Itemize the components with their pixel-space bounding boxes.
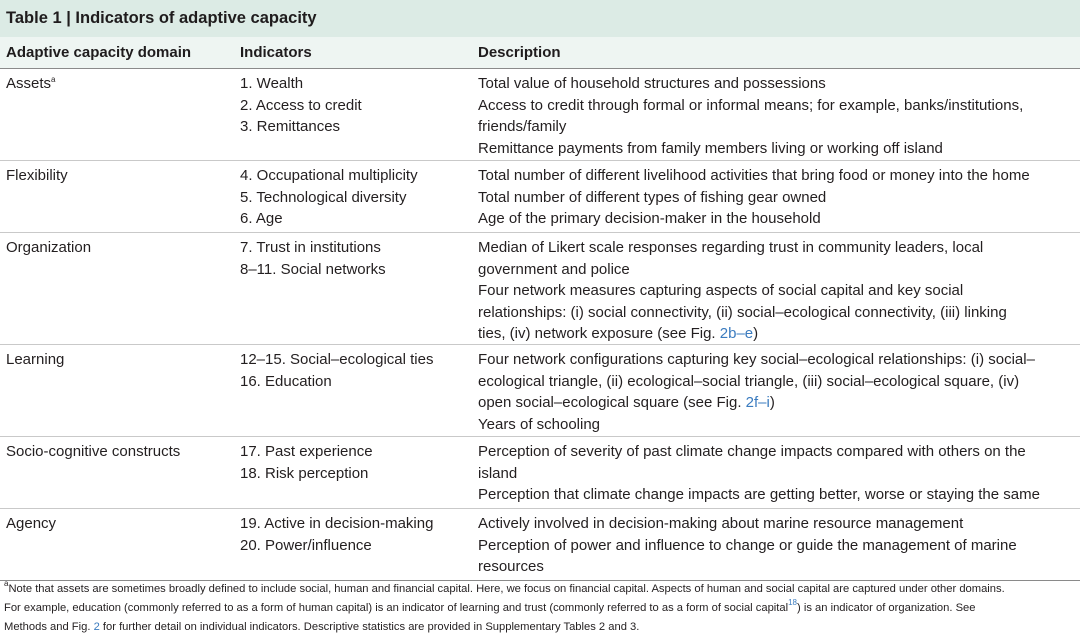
- table-row-organization: [0, 233, 1080, 345]
- description-line: Actively involved in decision-making about marine resource management: [478, 515, 964, 532]
- footnote-marker: a: [51, 75, 56, 84]
- domain-label: Socio-cognitive constructs: [6, 443, 181, 460]
- description-line: Perception of power and influence to change or guide the management of marine: [478, 536, 1017, 554]
- indicator-item: 20. Power/influence: [240, 536, 372, 554]
- column-header-row: [0, 37, 1080, 69]
- domain-cell: [6, 165, 68, 187]
- description-line: [478, 392, 1035, 414]
- domain-label: Flexibility: [6, 167, 68, 184]
- indicator-item: 3. Remittances: [240, 118, 341, 135]
- footnote-line: [4, 618, 1076, 637]
- description-line: ecological triangle, (ii) ecological–social triangle, (iii) social–ecological square, (iv): [478, 372, 1020, 390]
- description-line: Years of schooling: [478, 415, 601, 433]
- description-cell: [478, 349, 1035, 435]
- column-header-domain: Adaptive capacity domain: [6, 44, 192, 61]
- description-line: friends/family: [478, 118, 567, 135]
- description-text: ): [753, 325, 759, 342]
- footnote-text: for further detail on individual indicators. Descriptive statistics are provided in Supplementary Tables 2 and 3.: [99, 621, 640, 633]
- indicators-cell: [240, 73, 362, 138]
- table-row-agency: [0, 509, 1080, 581]
- footnote-line: [4, 599, 1076, 618]
- domain-label: Learning: [6, 351, 65, 368]
- indicator-item: 8–11. Social networks: [240, 260, 386, 278]
- domain-label: Assets: [6, 75, 52, 92]
- footnote-marker: a: [4, 579, 9, 588]
- indicators-cell: [240, 237, 386, 280]
- indicator-item: 1. Wealth: [240, 75, 304, 92]
- domain-label: Agency: [6, 515, 57, 532]
- domain-cell: [6, 349, 64, 371]
- description-cell: [478, 237, 1007, 345]
- domain-label: Organization: [6, 239, 92, 256]
- description-line: government and police: [478, 260, 630, 278]
- column-header-indicators: Indicators: [240, 44, 312, 61]
- indicator-item: 7. Trust in institutions: [240, 239, 381, 256]
- description-cell: [478, 165, 1030, 230]
- description-line: Total value of household structures and possessions: [478, 75, 826, 92]
- indicator-item: 6. Age: [240, 210, 283, 227]
- indicator-item: 19. Active in decision-making: [240, 515, 434, 532]
- table-row-assets: [0, 69, 1080, 161]
- table-row-socio-cognitive: [0, 437, 1080, 509]
- table-footnote: [4, 580, 1076, 637]
- figure-reference-link[interactable]: 2: [93, 621, 100, 633]
- description-cell: [478, 441, 1040, 506]
- indicators-cell: [240, 441, 373, 484]
- citation-reference-link[interactable]: 18: [788, 598, 798, 607]
- description-line: island: [478, 464, 518, 482]
- domain-cell: [6, 441, 180, 463]
- description-text: open social–ecological square (see Fig.: [478, 394, 746, 411]
- footnote-line: [4, 580, 1076, 599]
- description-line: Perception of severity of past climate change impacts compared with others on the: [478, 443, 1026, 460]
- description-line: Age of the primary decision-maker in the household: [478, 210, 821, 227]
- indicator-item: 17. Past experience: [240, 443, 373, 460]
- description-line: Total number of different types of fishing gear owned: [478, 188, 827, 206]
- indicator-item: 2. Access to credit: [240, 96, 362, 114]
- indicator-item: 5. Technological diversity: [240, 188, 407, 206]
- column-header-description: Description: [478, 44, 561, 61]
- description-line: resources: [478, 558, 544, 575]
- description-line: Total number of different livelihood activities that bring food or money into the home: [478, 167, 1030, 184]
- indicator-item: 18. Risk perception: [240, 464, 369, 482]
- figure-reference-link[interactable]: 2b–e: [719, 325, 754, 342]
- indicator-item: 16. Education: [240, 372, 332, 390]
- description-line: relationships: (i) social connectivity, (ii) social–ecological connectivity, (iii) linking: [478, 303, 1007, 321]
- footnote-text: Note that assets are sometimes broadly defined to include social, human and financial capital. Here, we focus on financial capital. Aspects of human and social capital are captured under other domains.: [8, 583, 1005, 595]
- description-cell: [478, 73, 1023, 159]
- table-row-flexibility: [0, 161, 1080, 233]
- figure-reference-link[interactable]: 2f–i: [745, 394, 770, 411]
- indicator-item: 4. Occupational multiplicity: [240, 167, 418, 184]
- domain-cell: [6, 237, 91, 259]
- indicators-cell: [240, 349, 433, 392]
- description-text: ties, (iv) network exposure (see Fig.: [478, 325, 720, 342]
- description-line: [478, 323, 1007, 345]
- domain-cell: [6, 513, 56, 535]
- table-row-learning: [0, 345, 1080, 437]
- domain-cell: [6, 73, 55, 95]
- table-title: Table 1 | Indicators of adaptive capacity: [0, 0, 1080, 37]
- description-text: ): [769, 394, 775, 411]
- description-line: Access to credit through formal or informal means; for example, banks/institutions,: [478, 96, 1024, 114]
- footnote-text: For example, education (commonly referred to as a form of human capital) is an indicator of learning and trust (commonly referred to as a form of social capital: [4, 602, 789, 614]
- indicators-cell: [240, 513, 433, 556]
- description-line: Median of Likert scale responses regarding trust in community leaders, local: [478, 239, 984, 256]
- description-line: Perception that climate change impacts are getting better, worse or staying the same: [478, 486, 1040, 503]
- description-line: Four network configurations capturing key social–ecological relationships: (i) social–: [478, 351, 1035, 368]
- description-line: Remittance payments from family members living or working off island: [478, 139, 943, 157]
- indicators-cell: [240, 165, 418, 230]
- description-line: Four network measures capturing aspects of social capital and key social: [478, 282, 964, 299]
- indicator-item: 12–15. Social–ecological ties: [240, 351, 434, 368]
- footnote-text: Methods and Fig.: [4, 621, 94, 633]
- footnote-text: ) is an indicator of organization. See: [797, 602, 976, 614]
- description-cell: [478, 513, 1017, 578]
